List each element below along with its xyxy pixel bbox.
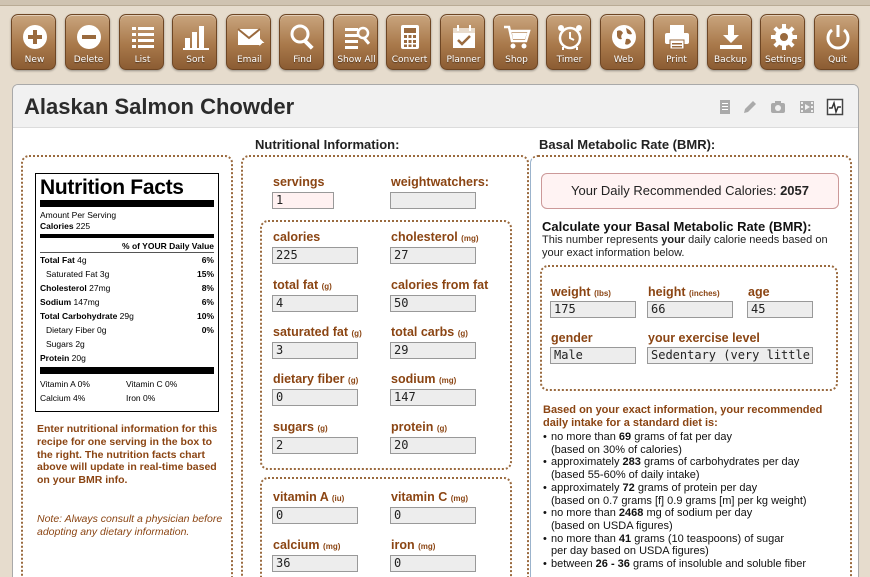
divider — [40, 367, 214, 374]
nf-row-sugars — [40, 337, 214, 351]
sodium-label-text: sodium — [391, 372, 436, 386]
nutrition-label-box — [21, 155, 233, 577]
camera-icon[interactable] — [769, 98, 787, 116]
nf-pct: 6% — [201, 297, 214, 307]
magnifier-icon — [280, 19, 325, 55]
diet-post: grams of insoluble and soluble fiber — [632, 558, 807, 571]
nf-amount: 3g — [99, 269, 110, 279]
backup-button[interactable] — [707, 14, 752, 70]
diet-item — [543, 482, 843, 507]
weight-label — [551, 285, 611, 299]
calories-row — [40, 221, 214, 232]
diet-post: grams (10 teaspoons) of sugar — [634, 532, 785, 545]
calculator-icon — [387, 19, 432, 55]
nutrition-chart-icon[interactable] — [826, 98, 844, 116]
diet-num: 72 — [622, 481, 635, 494]
calories-field[interactable]: 225 — [272, 247, 358, 264]
bmr-desc-part2: daily calorie needs based on your exact information below. — [542, 234, 828, 259]
nf-pct: 0% — [201, 325, 214, 335]
gear-icon — [761, 19, 806, 55]
servings-field[interactable]: 1 — [272, 192, 334, 209]
envelope-icon — [227, 19, 272, 55]
calcium: Calcium 4% — [40, 393, 86, 403]
nf-amount: 0g — [97, 325, 107, 335]
nf-label: Total Carbohydrate — [40, 311, 118, 321]
diet-num: 26 - 36 — [595, 558, 630, 571]
total-carbs-label-text: total carbs — [391, 325, 455, 339]
age-field[interactable]: 45 — [747, 301, 813, 318]
diet-post: grams of protein per day — [637, 481, 758, 494]
vitamin-a-label-text: vitamin A — [273, 490, 329, 504]
saturated-fat-label — [273, 325, 362, 339]
sugars-label-text: sugars — [273, 420, 314, 434]
bmr-desc-part1: This number represents — [542, 234, 659, 246]
saturated-fat-field[interactable]: 3 — [272, 342, 358, 359]
planner-label: Planner — [446, 55, 481, 65]
find-button[interactable] — [279, 14, 324, 70]
age-label: age — [748, 285, 770, 299]
calendar-icon — [441, 19, 486, 55]
diet-num: 2468 — [618, 507, 644, 520]
recipe-panel — [12, 84, 859, 577]
email-button[interactable] — [226, 14, 271, 70]
cholesterol-field[interactable]: 27 — [390, 247, 476, 264]
nf-amount: 147mg — [73, 297, 100, 307]
diet-item — [543, 533, 843, 558]
vitamin-c-unit: (mg) — [450, 494, 469, 503]
weightwatchers-label: weightwatchers: — [391, 175, 489, 189]
diet-pre: no more than — [551, 532, 616, 545]
globe-icon — [601, 19, 646, 55]
diet-sub: per day based on USDA figures) — [551, 545, 709, 558]
diet-num: 69 — [618, 431, 632, 443]
nf-row-cholesterol — [40, 281, 214, 295]
recipe-title: Alaskan Salmon Chowder — [24, 94, 295, 119]
nf-label: Sodium — [40, 297, 72, 307]
web-button[interactable] — [600, 14, 645, 70]
diet-intro: Based on your exact information, your recommended daily intake for a standard diet is: — [543, 404, 823, 429]
nf-row-dietary-fiber — [40, 323, 214, 337]
bar-chart-icon — [173, 19, 218, 55]
cholesterol-unit: (mg) — [461, 234, 479, 243]
new-label: New — [24, 55, 45, 65]
recommended-calories — [541, 173, 839, 209]
note-text: Note: Always consult a physician before adopting any dietary information. — [37, 513, 223, 538]
servings-label: servings — [273, 175, 325, 189]
vitamin-a: Vitamin A 0% — [40, 379, 90, 389]
daily-value-header: % of YOUR Daily Value — [122, 241, 214, 251]
total-carbs-field[interactable]: 29 — [390, 342, 476, 359]
diet-pre: between — [551, 558, 593, 571]
sodium-unit: (mg) — [438, 376, 457, 385]
gender-label: gender — [551, 331, 593, 345]
diet-item — [543, 507, 843, 532]
nutrition-input-box — [241, 155, 529, 577]
new-button[interactable] — [11, 14, 56, 70]
vitamin-c-field[interactable]: 0 — [390, 507, 476, 524]
total-fat-label-text: total fat — [273, 278, 319, 292]
nf-label: Cholesterol — [40, 283, 87, 293]
bmr-calc-title: Calculate your Basal Metabolic Rate (BMR): — [542, 219, 812, 234]
vitamin-a-unit: (iu) — [331, 494, 345, 503]
vitamin-c-label — [391, 490, 468, 504]
nf-amount: 29g — [119, 311, 134, 321]
sodium-field[interactable]: 147 — [390, 389, 476, 406]
backup-label: Backup — [714, 55, 747, 65]
diet-item — [543, 558, 843, 571]
diet-sub: (based on 0.7 grams [f] 0.9 grams [m] per kg weight) — [551, 494, 807, 507]
toolbar — [0, 8, 870, 74]
printer-icon — [654, 19, 699, 55]
gender-select[interactable]: Male — [550, 347, 636, 364]
vitamin-c: Vitamin C 0% — [126, 379, 178, 389]
protein-field[interactable]: 20 — [390, 437, 476, 454]
nf-row-total-carbohydrate — [40, 309, 214, 323]
iron-field[interactable]: 0 — [390, 555, 476, 572]
bmr-heading: Basal Metabolic Rate (BMR): — [539, 137, 716, 152]
list-icon — [120, 19, 165, 55]
total-fat-field[interactable]: 4 — [272, 295, 358, 312]
web-label: Web — [613, 55, 634, 65]
calories-label: calories — [273, 230, 321, 244]
convert-label: Convert — [391, 55, 428, 65]
find-label: Find — [293, 55, 312, 65]
settings-label: Settings — [765, 55, 802, 65]
height-field[interactable]: 66 — [647, 301, 733, 318]
dietary-fiber-label — [273, 372, 358, 386]
calories-label: Calories — [40, 221, 74, 231]
sort-label: Sort — [186, 55, 205, 65]
protein-label-text: protein — [391, 420, 434, 434]
video-icon[interactable] — [798, 98, 816, 116]
minerals-row — [40, 391, 214, 405]
help-text: Enter nutritional information for this recipe for one serving in the box to the right. The nutrition facts chart above will update in real-time based on your BMR info. — [37, 423, 218, 487]
nf-amount: 4g — [77, 255, 87, 265]
print-button[interactable] — [653, 14, 698, 70]
iron-unit: (mg) — [418, 542, 436, 551]
shop-button[interactable] — [493, 14, 538, 70]
calories-from-fat-label: calories from fat — [391, 278, 489, 292]
dietary-fiber-label-text: dietary fiber — [273, 372, 345, 386]
vitamins-row — [40, 377, 214, 391]
height-label-text: height — [648, 285, 686, 299]
shop-label: Shop — [505, 55, 528, 65]
diet-item — [543, 456, 843, 481]
download-icon — [708, 19, 753, 55]
sugars-field[interactable]: 2 — [272, 437, 358, 454]
weight-unit: (lbs) — [594, 289, 611, 298]
nf-label: Sugars — [46, 339, 73, 349]
total-carbs-label — [391, 325, 468, 339]
sugars-unit: (g) — [317, 424, 328, 433]
convert-button[interactable] — [386, 14, 431, 70]
saturated-fat-label-text: saturated fat — [273, 325, 349, 339]
height-unit: (inches) — [688, 289, 720, 298]
delete-button[interactable] — [65, 14, 110, 70]
total-carbs-unit: (g) — [457, 329, 468, 338]
nf-pct: 6% — [201, 255, 214, 265]
calcium-unit: (mg) — [323, 542, 341, 551]
quit-label: Quit — [828, 55, 847, 65]
nf-label: Total Fat — [40, 255, 75, 265]
alarm-clock-icon — [547, 19, 592, 55]
sugars-label — [273, 420, 328, 434]
cholesterol-label — [391, 230, 479, 244]
protein-label — [391, 420, 447, 434]
diet-sub: (based on USDA figures) — [551, 519, 673, 532]
calcium-label — [273, 538, 340, 552]
bmr-desc-bold: your — [661, 234, 686, 246]
diet-pre: approximately — [551, 481, 620, 494]
diet-pre: no more than — [551, 507, 616, 520]
sort-button[interactable] — [172, 14, 217, 70]
list-search-icon — [334, 19, 379, 55]
calcium-field[interactable]: 36 — [272, 555, 358, 572]
calcium-label-text: calcium — [273, 538, 320, 552]
weight-field[interactable]: 175 — [550, 301, 636, 318]
nf-label: Dietary Fiber — [46, 325, 95, 335]
exercise-level-select[interactable]: Sedentary (very little — [647, 347, 813, 364]
nutritional-info-heading: Nutritional Information: — [255, 137, 400, 152]
nf-label: Protein — [40, 353, 70, 363]
total-fat-unit: (g) — [321, 282, 332, 291]
show-all-label: Show All — [337, 55, 376, 65]
nf-pct: 10% — [196, 311, 214, 321]
settings-button[interactable] — [760, 14, 805, 70]
iron-label — [391, 538, 435, 552]
diet-post: grams of fat per day — [634, 431, 733, 443]
saturated-fat-unit: (g) — [351, 329, 362, 338]
divider — [40, 234, 214, 238]
recipe-header — [13, 85, 858, 128]
nf-pct: 15% — [196, 269, 214, 279]
amount-per-serving: Amount Per Serving — [40, 210, 117, 220]
diet-pre: approximately — [551, 456, 620, 469]
iron: Iron 0% — [126, 393, 156, 403]
bmr-box — [530, 155, 852, 577]
nf-row-sodium — [40, 295, 214, 309]
iron-label-text: iron — [391, 538, 415, 552]
vitamin-a-field[interactable]: 0 — [272, 507, 358, 524]
timer-button[interactable] — [546, 14, 591, 70]
protein-unit: (g) — [436, 424, 448, 433]
total-fat-label — [273, 278, 332, 292]
list-button[interactable] — [119, 14, 164, 70]
show-all-button[interactable] — [333, 14, 378, 70]
calories-value: 225 — [75, 221, 91, 231]
diet-post: mg of sodium per day — [646, 507, 753, 520]
nutrition-facts-label — [35, 173, 219, 412]
nf-amount: 2g — [75, 339, 85, 349]
diet-item — [543, 431, 843, 456]
diet-pre: no more than — [551, 431, 616, 443]
vitamin-a-label — [273, 490, 344, 504]
email-label: Email — [237, 55, 262, 65]
diet-list — [543, 431, 843, 571]
diet-num: 41 — [618, 532, 632, 545]
nf-row-saturated-fat — [40, 267, 214, 281]
pencil-icon[interactable] — [741, 98, 759, 116]
diet-num: 283 — [622, 456, 641, 469]
print-label: Print — [666, 55, 687, 65]
height-label — [648, 285, 720, 299]
calories-from-fat-field[interactable]: 50 — [390, 295, 476, 312]
dietary-fiber-unit: (g) — [348, 376, 359, 385]
divider — [40, 200, 214, 207]
minus-circle-icon — [66, 19, 111, 55]
nf-row-protein — [40, 351, 214, 365]
weightwatchers-field[interactable] — [390, 192, 476, 209]
vitamin-c-label-text: vitamin C — [391, 490, 448, 504]
planner-button[interactable] — [440, 14, 485, 70]
recommended-calories-value: 2057 — [780, 183, 809, 198]
nf-pct: 8% — [201, 283, 214, 293]
document-icon[interactable] — [716, 98, 734, 116]
nf-label: Saturated Fat — [46, 269, 98, 279]
nf-row-total-fat — [40, 253, 214, 267]
cholesterol-label-text: cholesterol — [391, 230, 458, 244]
nf-amount: 20g — [71, 353, 86, 363]
cart-icon — [494, 19, 539, 55]
list-label: List — [134, 55, 151, 65]
diet-sub: (based on 30% of calories) — [551, 443, 682, 456]
quit-button[interactable] — [814, 14, 859, 70]
diet-sub: (based 55-60% of daily intake) — [551, 469, 700, 482]
nutrition-facts-title: Nutrition Facts — [40, 176, 184, 199]
plus-circle-icon — [12, 19, 57, 55]
bmr-inputs-box — [540, 265, 838, 391]
exercise-level-label: your exercise level — [648, 331, 760, 345]
delete-label: Delete — [73, 55, 104, 65]
bmr-calc-description — [542, 234, 842, 259]
weight-label-text: weight — [551, 285, 591, 299]
sodium-label — [391, 372, 456, 386]
dietary-fiber-field[interactable]: 0 — [272, 389, 358, 406]
nf-amount: 27mg — [89, 283, 111, 293]
diet-post: grams of carbohydrates per day — [643, 456, 800, 469]
timer-label: Timer — [556, 55, 583, 65]
top-strip — [0, 0, 870, 6]
recommended-calories-label: Your Daily Recommended Calories: — [571, 183, 777, 198]
power-icon — [815, 19, 860, 55]
